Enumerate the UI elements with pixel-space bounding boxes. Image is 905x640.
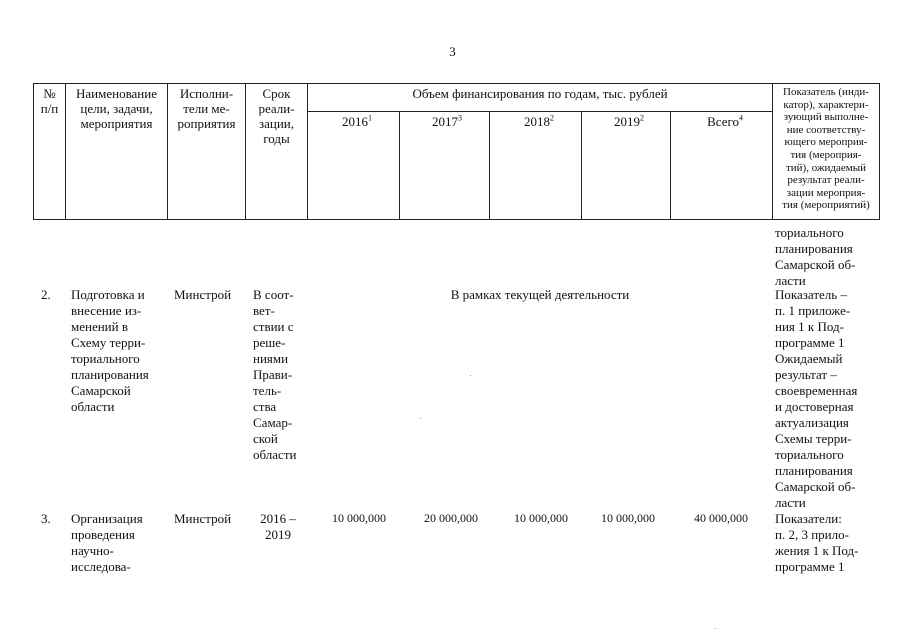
- row-2-indicator: Показатель – п. 1 приложе- ния 1 к Под- программе 1 Ожидаемый результат – своевременная и достоверная актуализация Схемы терри- ториального планирования Самарской об- ласти: [775, 287, 858, 510]
- header-col-number: № п/п: [40, 86, 59, 116]
- row-3-amount-total: 40 000,000: [694, 511, 748, 525]
- header-year-2019: 2019$^2$: [614, 113, 644, 129]
- row-2-name: Подготовка и внесение из- менений в Схему терри- ториального планирования Самарской области: [71, 287, 149, 414]
- row-3-amount-2017: 20 000,000: [424, 511, 478, 525]
- page-number: 3: [449, 44, 456, 59]
- row-3-amount-2019: 10 000,000: [601, 511, 655, 525]
- row-3-executor: Минстрой: [174, 511, 232, 526]
- table-header: [33, 83, 880, 220]
- header-year-2016: 2016$^1$: [342, 113, 372, 129]
- scan-speck: [715, 628, 716, 629]
- row-2-number: 2.: [41, 287, 51, 302]
- header-col-term: Срок реали- зации, годы: [258, 86, 295, 146]
- row-3-number: 3.: [41, 511, 51, 526]
- row-2-executor: Минстрой: [174, 287, 232, 302]
- scan-speck: [470, 375, 471, 376]
- header-year-total: Всего$^4$: [707, 113, 743, 129]
- header-col-name: Наименование цели, задачи, мероприятия: [76, 86, 157, 131]
- row-3-amount-2016: 10 000,000: [332, 511, 386, 525]
- header-year-2018: 2018$^2$: [524, 113, 554, 129]
- scan-speck: [420, 418, 421, 419]
- header-col-executor: Исполни- тели ме- роприятия: [177, 86, 236, 131]
- row-2-term: В соот- вет- ствии с реше- ниями Прави- тель- ства Самар- ской области: [253, 287, 297, 462]
- row-2-funding-text: В рамках текущей деятельности: [450, 287, 630, 302]
- row-3-term: 2016 – 2019: [260, 511, 296, 542]
- indicator-carryover-text: ториального планирования Самарской об- ласти: [775, 225, 856, 288]
- row-3-name: Организация проведения научно- исследова-: [71, 511, 143, 574]
- header-col-funding: Объем финансирования по годам, тыс. рублей: [412, 86, 668, 101]
- header-col-indicator: Показатель (инди- катор), характери- зующий выполне- ние соответству- ющего мероприя- тия (мероприя- тий), ожидаемый результат реали- зации мероприя- тия (мероприятий): [782, 86, 870, 212]
- row-3-indicator: Показатели: п. 2, 3 прило- жения 1 к Под- программе 1: [775, 511, 859, 574]
- row-3-amount-2018: 10 000,000: [514, 511, 568, 525]
- header-year-2017: 2017$^3$: [432, 113, 462, 129]
